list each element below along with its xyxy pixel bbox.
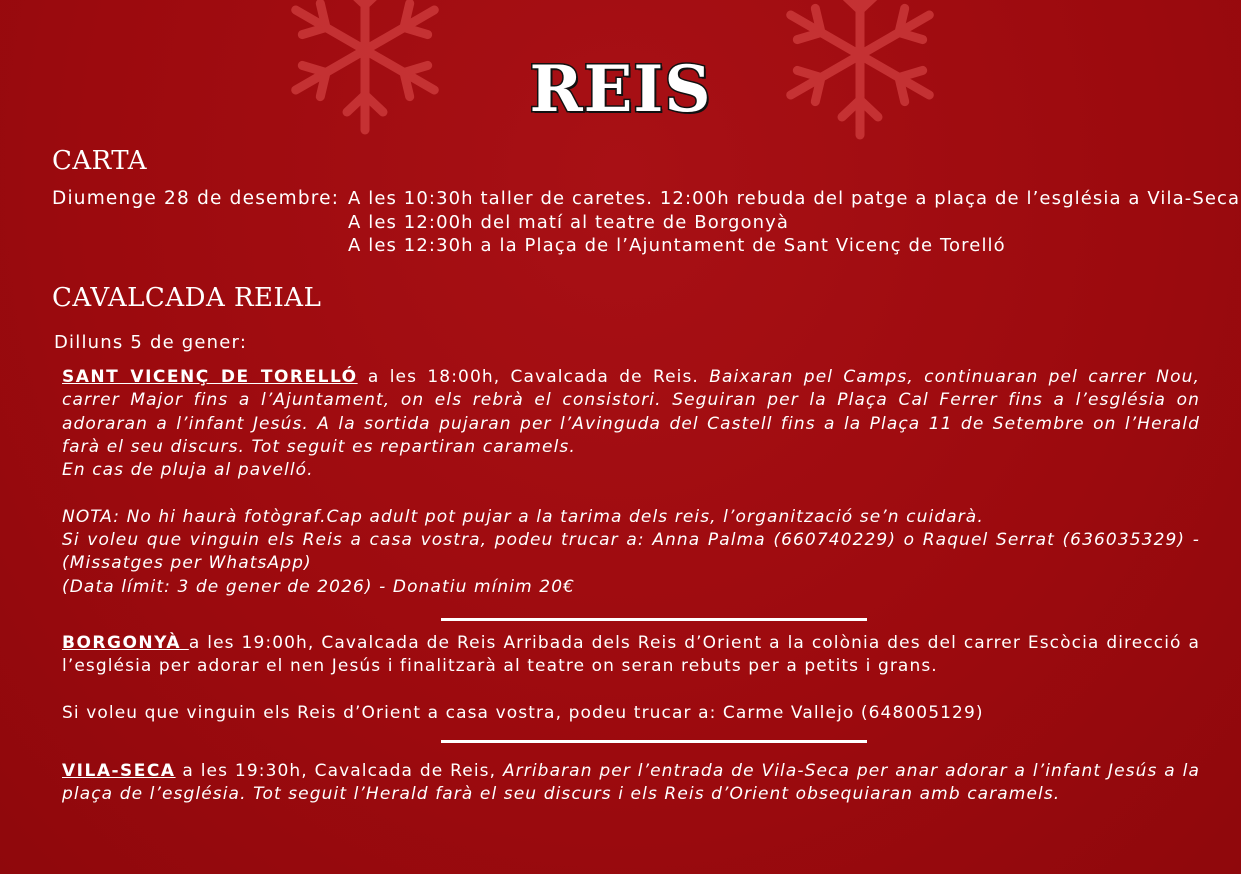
borgonya-place: BORGONYÀ	[62, 633, 189, 653]
torello-rain-note: En cas de pluja al pavelló.	[62, 460, 314, 481]
carta-date-label: Diumenge 28 de desembre:	[52, 188, 340, 209]
torello-deadline: (Data límit: 3 de gener de 2026) - Donatiu mínim 20€	[62, 576, 576, 597]
torello-place: SANT VICENÇ DE TORELLÓ	[62, 367, 358, 387]
vilaseca-text: Arribaran per l’entrada de Vila-Seca per anar adorar a l’infant Jesús a la plaça de l’església. Tot seguit l’Herald farà el seu discurs i els Reis d’Orient obsequiaran amb caramels.	[62, 761, 1200, 805]
torello-route: Baixaran pel Camps, continuaran pel carrer Nou, carrer Major fins a l’Ajuntament, on els rebrà el consistori. Seguiran per la Plaça Cal Ferrer fins a l’església on adoraran a l’infant Jesús. A la sortida pujaran per l’Avinguda del Castell fins a la Plaça 11 de Setembre on l’Herald farà el seu discurs. Tot seguit es repartiran caramels.	[62, 367, 1200, 457]
cavalcada-heading: CAVALCADA REIAL	[52, 283, 322, 313]
carta-line: A les 12:30h a la Plaça de l’Ajuntament de Sant Vicenç de Torelló	[348, 235, 1006, 256]
vilaseca-section	[62, 760, 1200, 807]
vilaseca-place: VILA-SECA	[62, 761, 176, 781]
borgonya-visit: Si voleu que vinguin els Reis d’Orient a casa vostra, podeu trucar a: Carme Vallejo (648005129)	[62, 702, 984, 723]
borgonya-section	[62, 632, 1200, 725]
torello-time: a les 18:00h, Cavalcada de Reis.	[357, 367, 710, 387]
page-title: REIS	[529, 52, 712, 127]
carta-line: A les 12:00h del matí al teatre de Borgonyà	[348, 212, 790, 233]
divider	[441, 740, 867, 743]
divider	[441, 618, 867, 621]
carta-line: A les 10:30h taller de caretes. 12:00h rebuda del patge a plaça de l’església a Vila-Seca	[348, 188, 1241, 209]
torello-section	[62, 366, 1200, 599]
torello-visit: Si voleu que vinguin els Reis a casa vostra, podeu trucar a: Anna Palma (660740229) o Raquel Serrat (636035329) - (Missatges per WhatsApp)	[62, 530, 1200, 574]
carta-heading: CARTA	[52, 146, 147, 176]
torello-note: NOTA: No hi haurà fotògraf.Cap adult pot pujar a la tarima dels reis, l’organització se’n cuidarà.	[62, 506, 984, 527]
vilaseca-time: a les 19:30h, Cavalcada de Reis,	[175, 761, 503, 781]
cavalcada-day: Dilluns 5 de gener:	[54, 332, 248, 353]
borgonya-text: a les 19:00h, Cavalcada de Reis Arribada dels Reis d’Orient a la colònia des del carrer Escòcia direcció a l’església per adorar el nen Jesús i finalitzarà al teatre on seran rebuts per a petits i grans.	[62, 633, 1201, 677]
